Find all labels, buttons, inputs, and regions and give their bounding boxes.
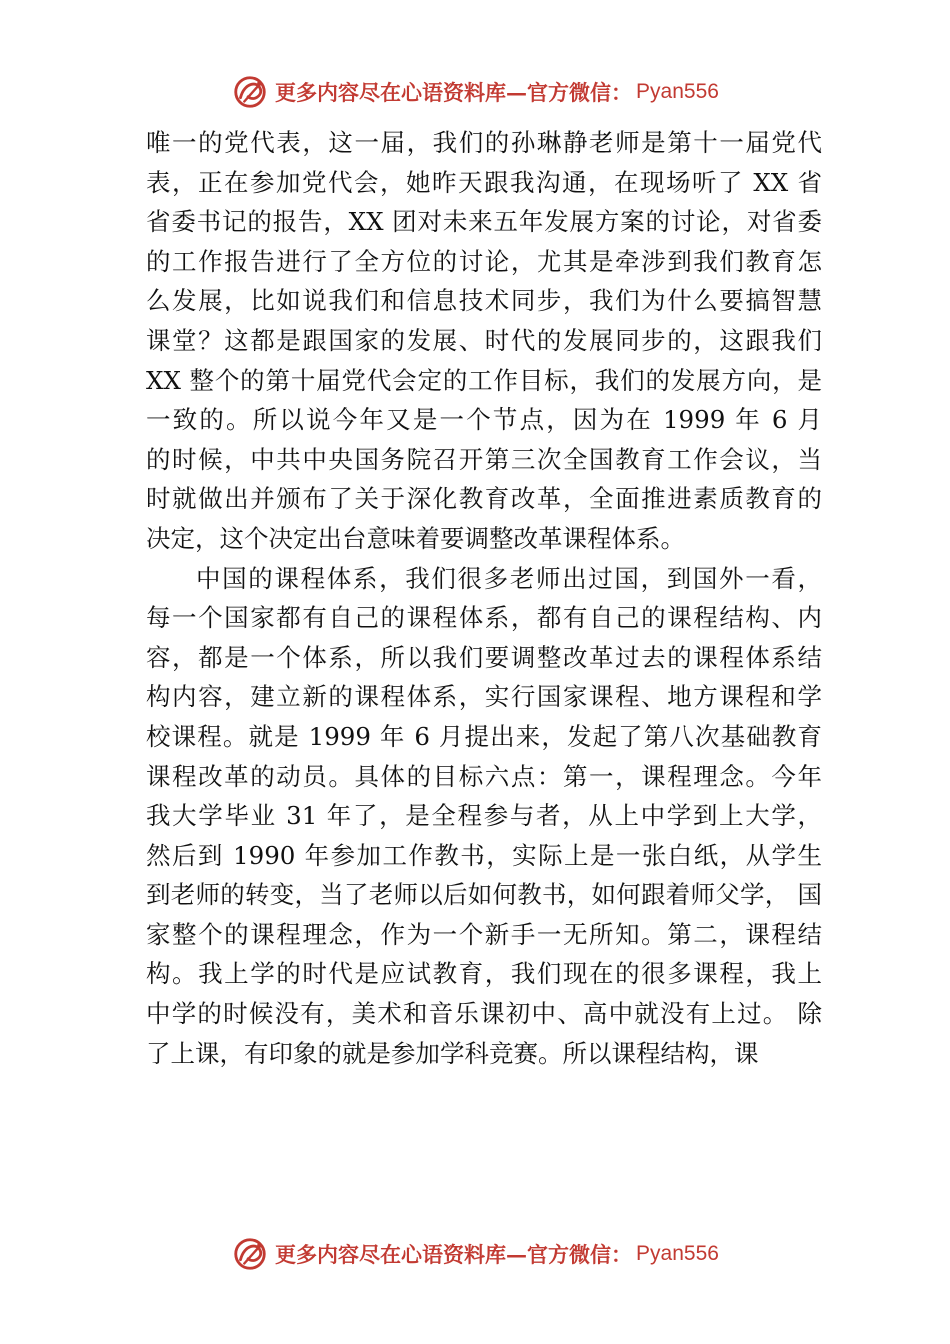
- text-line: 到老师的转变，当了老师以后如何教书，如何跟着师父学， 国: [146, 880, 822, 910]
- banner-wechat-id: Pyan556: [636, 80, 719, 103]
- text-line: 构。我上学的时代是应试教育，我们现在的很多课程，我上: [146, 959, 822, 989]
- text-line: XX 整个的第十届党代会定的工作目标，我们的发展方向，是: [146, 365, 822, 395]
- text-line: 每一个国家都有自己的课程体系，都有自己的课程结构、内: [146, 603, 822, 633]
- text-line: 构内容，建立新的课程体系，实行国家课程、地方课程和学: [146, 682, 822, 712]
- text-line: 一致的。所以说今年又是一个节点，因为在 1999 年 6 月: [146, 405, 822, 435]
- text-line: 唯一的党代表，这一届，我们的孙琳静老师是第十一届党代: [146, 128, 822, 157]
- text-line: 表，正在参加党代会，她昨天跟我沟通，在现场听了 XX 省: [146, 167, 822, 197]
- text-line: 决定，这个决定出台意味着要调整改革课程体系。: [146, 523, 685, 553]
- footer-banner: [0, 1232, 950, 1276]
- text-line: 我大学毕业 31 年了，是全程参与者，从上中学到上大学，: [146, 801, 822, 831]
- text-line: 么发展，比如说我们和信息技术同步，我们为什么要搞智慧: [146, 286, 822, 316]
- banner-text: 更多内容尽在心语资料库—官方微信：: [275, 80, 633, 105]
- text-line: 中学的时候没有，美术和音乐课初中、高中就没有上过。 除: [146, 999, 822, 1029]
- text-line: 的时候，中共中央国务院召开第三次全国教育工作会议，当: [146, 444, 822, 474]
- swirl-logo-icon: [231, 1235, 269, 1273]
- text-line: 容，都是一个体系，所以我们要调整改革过去的课程体系结: [146, 642, 822, 672]
- text-line: 校课程。就是 1999 年 6 月提出来，发起了第八次基础教育: [146, 721, 822, 751]
- text-line: 的工作报告进行了全方位的讨论，尤其是牵涉到我们教育怎: [146, 246, 822, 276]
- text-line: 课程改革的动员。具体的目标六点：第一，课程理念。今年: [146, 761, 822, 791]
- document-body: [146, 123, 822, 1073]
- swirl-logo-icon: [231, 73, 269, 111]
- text-line: 然后到 1990 年参加工作教书，实际上是一张白纸，从学生: [146, 840, 822, 870]
- banner-wechat-id: Pyan556: [636, 1242, 719, 1265]
- text-line: 家整个的课程理念，作为一个新手一无所知。第二，课程结: [146, 919, 822, 949]
- banner-text: 更多内容尽在心语资料库—官方微信：: [275, 1242, 633, 1267]
- text-line: 了上课，有印象的就是参加学科竞赛。所以课程结构，课: [146, 1038, 759, 1068]
- text-line: 中国的课程体系，我们很多老师出过国，到国外一看，: [196, 563, 822, 593]
- header-banner: [0, 70, 950, 114]
- text-line: 省委书记的报告，XX 团对未来五年发展方案的讨论，对省委: [146, 207, 822, 237]
- text-line: 课堂？这都是跟国家的发展、时代的发展同步的，这跟我们: [146, 325, 822, 355]
- text-line: 时就做出并颁布了关于深化教育改革，全面推进素质教育的: [146, 484, 822, 514]
